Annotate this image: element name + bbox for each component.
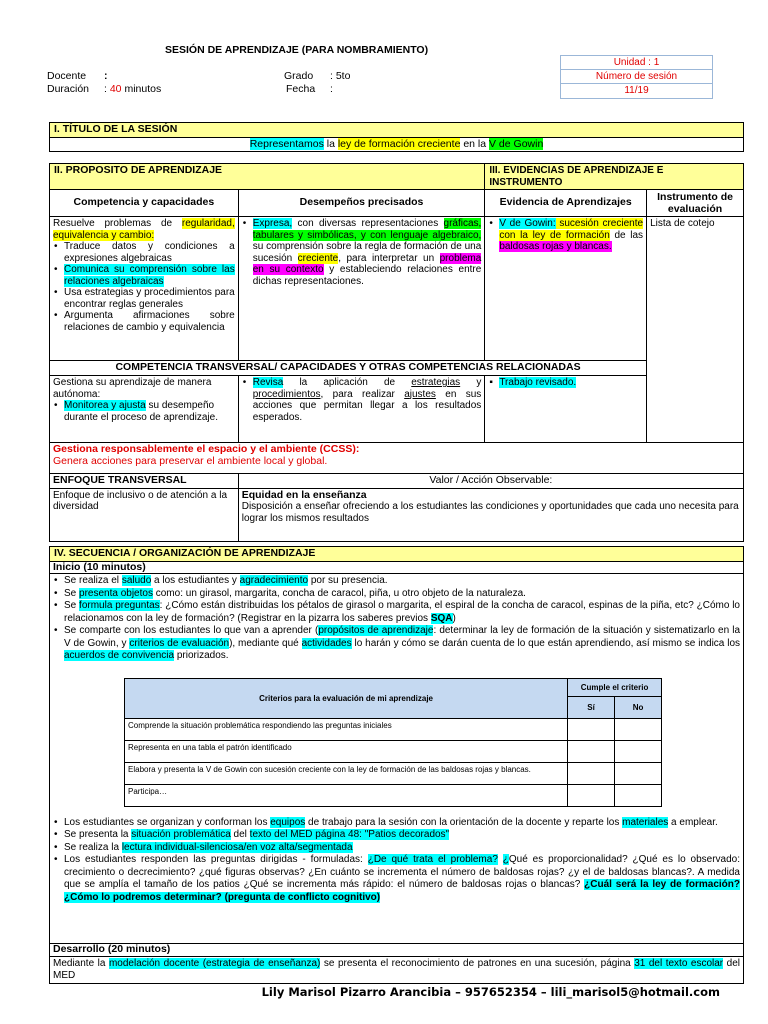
evidencia-item: • V de Gowin: sucesión creciente con la ley de formación de las baldosas rojas y blancas.: [488, 218, 643, 253]
col-evidencia: Evidencia de Aprendizajes: [485, 190, 647, 217]
inicio-item: • Se realiza la lectura individual-silenciosa/en voz alta/segmentada: [53, 842, 740, 855]
inicio-item: • Los estudiantes responden las preguntas dirigidas - formuladas: ¿De qué trata el problema? ¿Qué es proporcionalidad? ¿Qué es lo observado: crecimiento o decrecimiento? ¿qué figuras observas? ¿En cuánto se incrementa el número de baldosas rojas? ¿y el de baldosas blancas?. A medida que se amplía el tamaño de los patios ¿Qué se incrementa más rápido: el número de baldosas rojas o blancas? ¿Cuál será la ley de formación? ¿Cómo lo podremos determinar? (pregunta de conflicto cognitivo): [53, 854, 740, 904]
criteria-row: Elabora y presenta la V de Gowin con sucesión creciente con la ley de formación de las baldosas rojas y blancas.: [125, 763, 568, 785]
criteria-cumple: Cumple el criterio: [568, 679, 662, 697]
transversal-desempeno-cell: [238, 376, 485, 443]
col-competencia: Competencia y capacidades: [50, 190, 239, 217]
evidencia-cell: [485, 217, 647, 361]
enfoque-heading: ENFOQUE TRANSVERSAL: [50, 474, 239, 489]
unit-info-box: [560, 55, 713, 99]
numero-sesion-value: 11/19: [624, 85, 649, 96]
docente-colon: :: [104, 70, 108, 82]
inicio-item: • Se comparte con los estudiantes lo que van a aprender (propósitos de aprendizaje: determinar la ley de formación de la situación y sistematizarlo en la V de Gowin, y criterios de evaluación), mediante qué actividades lo harán y cómo se darán cuenta de lo que están aprendiendo, así mismo se indica los acuerdos de convivencia priorizados.: [53, 625, 740, 663]
section-title-table: [49, 122, 744, 152]
unidad-value: Unidad : 1: [561, 56, 712, 70]
desarrollo-content: Mediante la modelación docente (estrategia de enseñanza) se presenta el reconocimiento de patrones en una sucesión, página 31 del texto escolar del MED: [50, 956, 744, 983]
transversal-competencia-cell: Gestiona su aprendizaje de manera autónoma: • Monitorea y ajusta su desempeño durante el proceso de aprendizaje.: [50, 376, 239, 443]
criteria-no-cell[interactable]: [615, 785, 662, 807]
instrumento-cell: Lista de cotejo: [647, 217, 744, 443]
criteria-row: Representa en una tabla el patrón identificado: [125, 741, 568, 763]
transversal-evidencia-cell: [485, 376, 647, 443]
transversal-desempeno: • Revisa la aplicación de estrategias y procedimientos, para realizar ajustes en sus acciones que permitan llegar a los resultados esperados.: [242, 377, 482, 423]
competencia-cell: Resuelve problemas de regularidad, equivalencia y cambio: • Traduce datos y condiciones a expresiones algebraicas • Comunica su comprensión sobre las relaciones algebraicas • Usa estrategias y procedimientos para encontrar reglas generales • Argumenta afirmaciones sobre relaciones de cambio y equivalencia: [50, 217, 239, 361]
ccss-cell: [50, 443, 744, 474]
inicio-item: • Los estudiantes se organizan y conforman los equipos de trabajo para la sesión con la orientación de la docente y reparte los materiales a emplear.: [53, 817, 740, 830]
inicio-item: • Se formula preguntas: ¿Cómo están distribuidas los pétalos de girasol o margarita, el espiral de la concha de caracol, espinas de la piña, etc? ¿Cómo lo relacionamos con la ley de formación? (Registrar en la pizarra los saberes previos SQA): [53, 600, 740, 625]
section1-heading: I. TÍTULO DE LA SESIÓN: [50, 123, 744, 138]
transversal-heading: COMPETENCIA TRANSVERSAL/ CAPACIDADES Y OTRAS COMPETENCIAS RELACIONADAS: [50, 361, 647, 376]
numero-sesion-label: Número de sesión: [561, 70, 712, 84]
grado-label: Grado: [284, 70, 314, 82]
duracion-label: Duración: [47, 83, 90, 95]
criteria-si: Sí: [568, 697, 615, 719]
criteria-heading: Criterios para la evaluación de mi aprendizaje: [125, 679, 568, 719]
criteria-si-cell[interactable]: [568, 741, 615, 763]
criteria-row: Participa…: [125, 785, 568, 807]
enfoque-text: Enfoque de inclusivo o de atención a la diversidad: [50, 488, 239, 541]
session-title: Representamos la ley de formación creciente en la V de Gowin: [50, 137, 744, 152]
ccss-text: Genera acciones para preservar el ambiente local y global.: [53, 454, 328, 467]
inicio-item: • Se presenta objetos como: un girasol, margarita, concha de caracol, piña, u otro objeto de la naturaleza.: [53, 588, 740, 601]
capacidad-item: • Usa estrategias y procedimientos para encontrar reglas generales: [53, 287, 235, 310]
capacidad-item: • Comunica su comprensión sobre las relaciones algebraicas: [53, 264, 235, 287]
purpose-table: [49, 163, 744, 542]
valor-title: Equidad en la enseñanza: [241, 488, 367, 501]
criteria-si-cell[interactable]: [568, 763, 615, 785]
valor-text: Disposición a enseñar ofreciendo a los estudiantes las condiciones y oportunidades que cada uno necesita para lograr los mismos resultados: [241, 501, 739, 524]
docente-label: Docente: [47, 70, 87, 82]
criteria-si-cell[interactable]: [568, 785, 615, 807]
section3-heading: III. EVIDENCIAS DE APRENDIZAJE E INSTRUMENTO: [485, 164, 744, 190]
criteria-no-cell[interactable]: [615, 763, 662, 785]
section4-heading: IV. SECUENCIA / ORGANIZACIÓN DE APRENDIZAJE: [50, 547, 744, 562]
desarrollo-heading: Desarrollo (20 minutos): [50, 944, 744, 957]
ccss-title: Gestiona responsablemente el espacio y el ambiente (CCSS):: [53, 443, 360, 455]
duracion-value: : 40 minutos: [104, 83, 162, 95]
inicio-heading: Inicio (10 minutos): [50, 561, 744, 574]
document-title: SESIÓN DE APRENDIZAJE (PARA NOMBRAMIENTO): [165, 44, 429, 56]
inicio-item: • Se presenta la situación problemática del texto del MED página 48: "Patios decorados": [53, 829, 740, 842]
fecha-value: :: [330, 83, 333, 95]
transversal-evidencia: ▪ Trabajo revisado.: [488, 377, 643, 389]
criteria-table: [124, 678, 662, 807]
desempenos-cell: [238, 217, 485, 361]
criteria-no: No: [615, 697, 662, 719]
transversal-capacidad: • Monitorea y ajusta su desempeño durante el proceso de aprendizaje.: [53, 400, 235, 423]
grado-value: : 5to: [330, 70, 351, 82]
section2-heading: II. PROPOSITO DE APRENDIZAJE: [50, 164, 485, 190]
capacidad-item: • Argumenta afirmaciones sobre relaciones de cambio y equivalencia: [53, 310, 235, 333]
criteria-row: Comprende la situación problemática respondiendo las preguntas iniciales: [125, 719, 568, 741]
criteria-no-cell[interactable]: [615, 741, 662, 763]
fecha-label: Fecha: [286, 83, 316, 95]
valor-cell: [238, 488, 743, 541]
col-instrumento: Instrumento de evaluación: [647, 190, 744, 217]
criteria-si-cell[interactable]: [568, 719, 615, 741]
desempeno-item: • Expresa, con diversas representaciones gráficas, tabulares y simbólicas, y con lenguaje algebraico, su comprensión sobre la regla de formación de una sucesión creciente, para interpretar un problema en su contexto y estableciendo relaciones entre dichas representaciones.: [242, 218, 482, 287]
inicio-item: • Se realiza el saludo a los estudiantes y agradecimiento por su presencia.: [53, 575, 740, 588]
footer-contact: Lily Marisol Pizarro Arancibia – 957652354 – lili_marisol5@hotmail.com: [261, 985, 720, 999]
criteria-no-cell[interactable]: [615, 719, 662, 741]
capacidad-item: • Traduce datos y condiciones a expresiones algebraicas: [53, 241, 235, 264]
valor-heading: Valor / Acción Observable:: [238, 474, 743, 489]
col-desempenos: Desempeños precisados: [238, 190, 485, 217]
